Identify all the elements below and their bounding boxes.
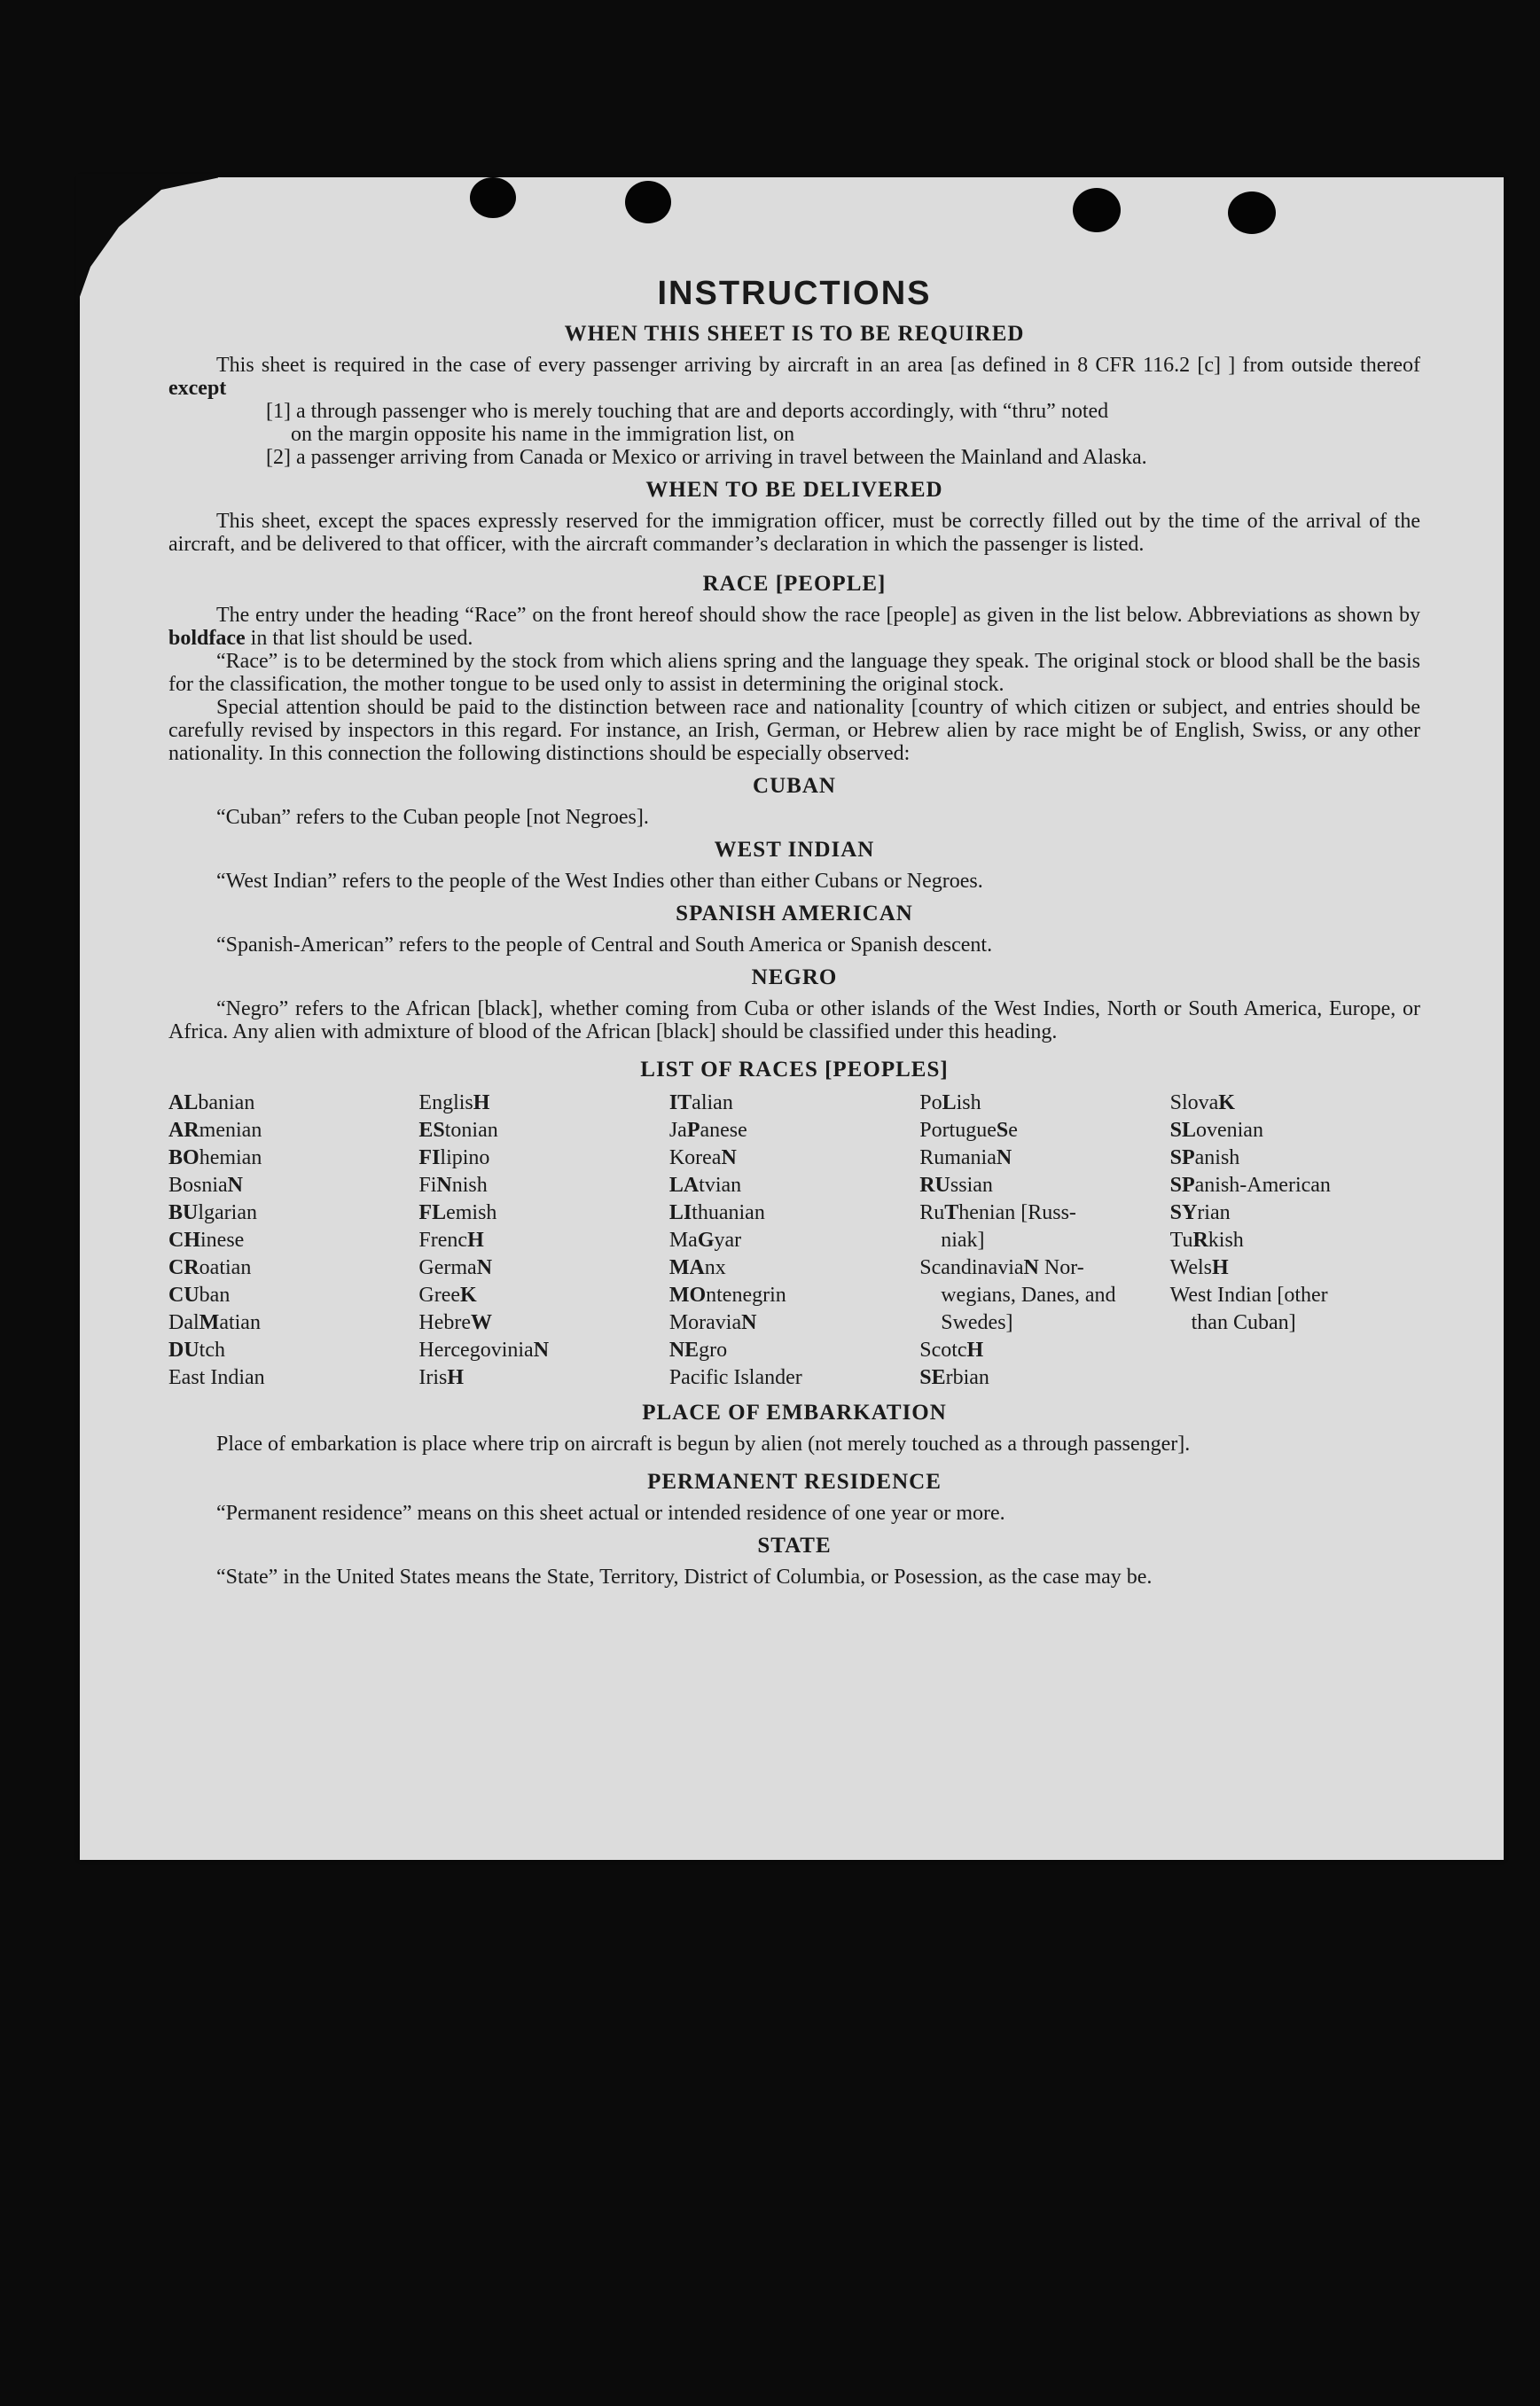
race-entry-b: BO <box>168 1146 199 1169</box>
race-entry-t: oatian <box>199 1256 252 1279</box>
race-entry-b: BU <box>168 1201 199 1224</box>
race-entry-t: Scotc <box>919 1339 967 1362</box>
race-entry-t2: ish <box>956 1091 981 1114</box>
race-entry <box>669 1254 919 1282</box>
page-title: INSTRUCTIONS <box>657 275 932 312</box>
race-entry-b2: N <box>996 1146 1012 1169</box>
race-entry <box>418 1172 668 1199</box>
race-entry-b2: N <box>721 1146 737 1169</box>
race-entry-b2: N <box>533 1339 550 1362</box>
section-heading-embarkation: PLACE OF EMBARKATION <box>642 1401 947 1425</box>
race-entry-t: Rumania <box>919 1146 997 1169</box>
race-entry <box>418 1309 668 1337</box>
race-entry <box>669 1172 919 1199</box>
race-entry-b: ES <box>418 1119 445 1142</box>
race-entry <box>919 1337 1169 1364</box>
race-entry-t: nx <box>704 1256 726 1279</box>
section-text-residence: “Permanent residence” means on this sheet actual or intended residence of one year or more. <box>216 1502 1005 1525</box>
race-entry-t2: henian [Russ- <box>958 1201 1076 1224</box>
race-entry-b: RU <box>919 1174 950 1197</box>
race-entry <box>1170 1172 1420 1199</box>
race-entry <box>669 1227 919 1254</box>
race-entry-t: ssian <box>950 1174 993 1197</box>
race-entry-b2: G <box>697 1229 715 1252</box>
race-entry <box>418 1144 668 1172</box>
section-heading-race: RACE [PEOPLE] <box>702 572 887 596</box>
exception-item-2-text: [2] a passenger arriving from Canada or Mexico or arriving in travel between the Mainland and Alaska. <box>266 446 1147 469</box>
race-entry <box>418 1337 668 1364</box>
race-entry-t2: e <box>1008 1119 1018 1142</box>
race-entry <box>1170 1254 1420 1282</box>
instructions-content <box>168 275 1420 1589</box>
race-entry-b: CH <box>168 1229 200 1252</box>
race-entry <box>669 1282 919 1309</box>
race-entry <box>168 1090 418 1117</box>
race-entry-b2: K <box>1218 1091 1235 1114</box>
race-entry-t: tch <box>199 1339 225 1362</box>
race-entry-b: NE <box>668 1339 700 1362</box>
race-entry <box>1170 1199 1420 1227</box>
race-entry-t: Scandinavia <box>919 1256 1024 1279</box>
race-entry-t: Hercegovinia <box>418 1339 534 1362</box>
race-entry-b: SL <box>1169 1119 1196 1142</box>
race-entry-t: Ma <box>668 1229 698 1252</box>
race-entry <box>418 1199 668 1227</box>
race-entry-t2: kish <box>1208 1229 1244 1252</box>
race-entry-t: ovenian <box>1195 1119 1263 1142</box>
race-entry-t: Germa <box>418 1256 477 1279</box>
race-entry-b2: H <box>966 1339 984 1362</box>
race-entry-cont: wegians, Danes, and Swedes] <box>941 1284 1116 1334</box>
exception-item-1-text: [1] a through passenger who is merely touching that are and deports accordingly, with “thru” noted <box>266 400 1109 423</box>
race-paragraph-3: Special attention should be paid to the distinction between race and nationality [country of which citizen or subject, and entries should be carefully revised by inspectors in this regard. For instance, an Irish, German, or Hebrew alien by race might be of English, Swiss, or any other nationality. In this connection the following distinctions should be especially observed: <box>168 696 1420 765</box>
race-entry <box>418 1117 668 1144</box>
punch-hole <box>625 181 671 223</box>
race-entry-t: anish <box>1194 1146 1240 1169</box>
section-heading-west-indian: WEST INDIAN <box>714 838 875 862</box>
race-entry <box>168 1337 418 1364</box>
race-entry-t: West Indian [other <box>1169 1284 1328 1307</box>
race-entry-b2: W <box>471 1311 493 1334</box>
race-entry <box>168 1254 418 1282</box>
race-entry-b: LI <box>668 1201 692 1224</box>
section-heading-list: LIST OF RACES [PEOPLES] <box>640 1058 949 1082</box>
race-entry <box>919 1117 1169 1144</box>
section-text-spanish-american: “Spanish-American” refers to the people of Central and South America or Spanish descent. <box>216 933 993 957</box>
race-entry <box>669 1090 919 1117</box>
race-entry <box>669 1144 919 1172</box>
race-entry <box>669 1364 919 1392</box>
race-entry-t2: yar <box>714 1229 742 1252</box>
race-entry-t: Bosnia <box>168 1174 228 1197</box>
race-entry-b: DU <box>168 1339 199 1362</box>
race-entry-t: East Indian <box>168 1366 265 1389</box>
race-entry-t: hemian <box>199 1146 262 1169</box>
section-text-required <box>168 354 1420 400</box>
race-entry-t: tonian <box>444 1119 498 1142</box>
race-entry-b2: S <box>996 1119 1009 1142</box>
race-entry-t: lipino <box>440 1146 490 1169</box>
race-entry-b: SY <box>1169 1201 1198 1224</box>
race-entry-b2: N <box>1023 1256 1039 1279</box>
race-entry <box>1170 1282 1420 1337</box>
section-text-cuban: “Cuban” refers to the Cuban people [not Negroes]. <box>216 806 649 829</box>
race-entry-b: LA <box>668 1174 700 1197</box>
race-entry <box>1170 1117 1420 1144</box>
race-entry-b2: T <box>944 1201 959 1224</box>
race-entry-b2: N <box>436 1174 452 1197</box>
race-entry-b2: P <box>686 1119 700 1142</box>
race-entry-t: rian <box>1197 1201 1231 1224</box>
races-column <box>168 1090 418 1392</box>
race-entry-t: Tu <box>1169 1229 1193 1252</box>
races-column <box>1170 1090 1420 1392</box>
section-text-delivered: This sheet, except the spaces expressly reserved for the immigration officer, must be correctly filled out by the time of the arrival of the aircraft, and be delivered to that officer, with the aircraft commander’s declaration in which the passenger is listed. <box>168 510 1420 556</box>
race-entry-t: inese <box>200 1229 245 1252</box>
race-entry-b: AR <box>168 1119 199 1142</box>
race-entry-cont: than Cuban] <box>1191 1311 1296 1334</box>
race-entry <box>418 1090 668 1117</box>
section-heading-required: WHEN THIS SHEET IS TO BE REQUIRED <box>564 322 1025 346</box>
race-entry-b: SP <box>1169 1174 1195 1197</box>
exception-item-1-cont: on the margin opposite his name in the immigration list, on <box>291 423 795 446</box>
race-entry <box>1170 1090 1420 1117</box>
race-entry-b: FL <box>418 1201 447 1224</box>
race-entry-b: IT <box>668 1091 692 1114</box>
race-entry-cont: niak] <box>941 1229 985 1252</box>
race-entry-t: Frenc <box>418 1229 468 1252</box>
race-entry-t: Moravia <box>668 1311 742 1334</box>
race-entry-b: AL <box>168 1091 199 1114</box>
race-entry-t: Iris <box>418 1366 448 1389</box>
race-entry <box>669 1309 919 1337</box>
races-column <box>669 1090 919 1392</box>
race-entry <box>168 1227 418 1254</box>
section-text-negro: “Negro” refers to the African [black], whether coming from Cuba or other islands of the West Indies, North or South America, Europe, or Africa. Any alien with admixture of blood of the African [black] should be classified under this heading. <box>168 997 1420 1043</box>
race-entry <box>168 1364 418 1392</box>
race-entry-t: Gree <box>418 1284 461 1307</box>
race-entry <box>919 1172 1169 1199</box>
race-entry-b2: N <box>476 1256 493 1279</box>
race-entry <box>418 1282 668 1309</box>
race-entry-t: Ja <box>668 1119 687 1142</box>
race-entry-b: FI <box>418 1146 441 1169</box>
race-entry-t: Portugue <box>919 1119 997 1142</box>
race-entry-t: Hebre <box>418 1311 472 1334</box>
race-entry-t: Englis <box>418 1091 473 1114</box>
section-text-west-indian: “West Indian” refers to the people of the West Indies other than either Cubans or Negroes. <box>216 870 983 893</box>
race-entry-b2: H <box>447 1366 465 1389</box>
race-paragraph-1 <box>168 604 1420 650</box>
race-entry-t: gro <box>699 1339 728 1362</box>
races-column <box>418 1090 668 1392</box>
race-entry <box>168 1309 418 1337</box>
race-entry-t: alian <box>692 1091 733 1114</box>
race-entry-b2: H <box>467 1229 484 1252</box>
race-entry-b: SP <box>1169 1146 1195 1169</box>
required-except: except <box>168 377 227 400</box>
race-entry-t: rbian <box>945 1366 989 1389</box>
race-p1-bold: boldface <box>168 627 246 650</box>
section-heading-negro: NEGRO <box>751 965 838 989</box>
race-entry <box>669 1337 919 1364</box>
race-entry-t: banian <box>198 1091 255 1114</box>
race-entry-b: MA <box>668 1256 705 1279</box>
race-entry <box>919 1144 1169 1172</box>
race-entry <box>669 1199 919 1227</box>
races-list <box>168 1090 1420 1392</box>
race-entry-b2: L <box>942 1091 957 1114</box>
race-entry <box>919 1199 1169 1254</box>
section-heading-residence: PERMANENT RESIDENCE <box>647 1470 942 1494</box>
race-entry-t: tvian <box>699 1174 742 1197</box>
race-entry-t: Pacific Islander <box>668 1366 802 1389</box>
race-entry-t: Slova <box>1169 1091 1219 1114</box>
race-entry-b2: M <box>199 1311 220 1334</box>
exception-item-2 <box>168 446 1420 469</box>
section-heading-delivered: WHEN TO BE DELIVERED <box>645 478 943 502</box>
race-paragraph-2: “Race” is to be determined by the stock from which aliens spring and the language they speak. The original stock or blood shall be the basis for the classification, the mother tongue to be used only to assist in determining the original stock. <box>168 650 1420 696</box>
section-text-state: “State” in the United States means the State, Territory, District of Columbia, or Posession, as the case may be. <box>216 1566 1153 1589</box>
race-entry-t: menian <box>199 1119 262 1142</box>
punch-hole <box>1228 191 1276 234</box>
section-text-embarkation: Place of embarkation is place where trip on aircraft is begun by alien (not merely touched as a through passenger]. <box>216 1433 1191 1456</box>
race-entry-t: anish-American <box>1194 1174 1331 1197</box>
race-entry <box>168 1144 418 1172</box>
race-entry-b: CU <box>168 1284 199 1307</box>
race-entry <box>418 1254 668 1282</box>
race-entry-t2: Nor- <box>1038 1256 1084 1279</box>
race-entry-b: MO <box>668 1284 707 1307</box>
race-entry-b2: K <box>460 1284 477 1307</box>
race-entry <box>168 1199 418 1227</box>
race-entry-t: Korea <box>668 1146 722 1169</box>
race-p1-a: The entry under the heading “Race” on the front hereof should show the race [people] as given in the list below. Abbreviations as shown by <box>216 604 1420 627</box>
race-entry-b2: R <box>1192 1229 1208 1252</box>
race-entry <box>168 1172 418 1199</box>
race-entry <box>168 1282 418 1309</box>
race-entry <box>669 1117 919 1144</box>
race-entry-t: ntenegrin <box>706 1284 786 1307</box>
race-entry <box>1170 1144 1420 1172</box>
section-heading-state: STATE <box>757 1534 832 1558</box>
punch-hole <box>470 177 516 218</box>
required-intro: This sheet is required in the case of every passenger arriving by aircraft in an area [as defined in 8 CFR 116.2 [c] ] from outside thereof <box>216 354 1420 377</box>
punch-hole <box>1073 188 1121 232</box>
race-entry <box>418 1227 668 1254</box>
race-entry-t: Wels <box>1169 1256 1213 1279</box>
race-entry-t: Fi <box>418 1174 437 1197</box>
race-entry <box>168 1117 418 1144</box>
race-entry-t: thuanian <box>692 1201 765 1224</box>
race-entry-b2: H <box>473 1091 490 1114</box>
race-entry-b2: N <box>227 1174 244 1197</box>
race-entry <box>919 1090 1169 1117</box>
race-entry <box>1170 1227 1420 1254</box>
race-entry-t: emish <box>446 1201 497 1224</box>
race-entry-b2: H <box>1212 1256 1229 1279</box>
race-entry-t: Po <box>919 1091 942 1114</box>
races-column <box>919 1090 1169 1392</box>
race-entry-t: lgarian <box>198 1201 257 1224</box>
section-heading-cuban: CUBAN <box>753 774 836 798</box>
race-entry-t2: nish <box>451 1174 488 1197</box>
exception-item-1 <box>168 400 1420 446</box>
section-heading-spanish-american: SPANISH AMERICAN <box>676 902 913 926</box>
race-entry-t: Dal <box>168 1311 199 1334</box>
race-entry <box>919 1254 1169 1337</box>
race-entry-b: SE <box>919 1366 946 1389</box>
race-entry <box>418 1364 668 1392</box>
race-entry-t2: anese <box>700 1119 747 1142</box>
race-entry-t: ban <box>199 1284 231 1307</box>
race-entry-t2: atian <box>219 1311 261 1334</box>
race-entry-b2: N <box>741 1311 757 1334</box>
race-entry-t: Ru <box>919 1201 945 1224</box>
instruction-sheet <box>80 177 1504 1860</box>
race-entry <box>919 1364 1169 1392</box>
race-p1-b: in that list should be used. <box>250 627 473 650</box>
race-entry-b: CR <box>168 1256 199 1279</box>
